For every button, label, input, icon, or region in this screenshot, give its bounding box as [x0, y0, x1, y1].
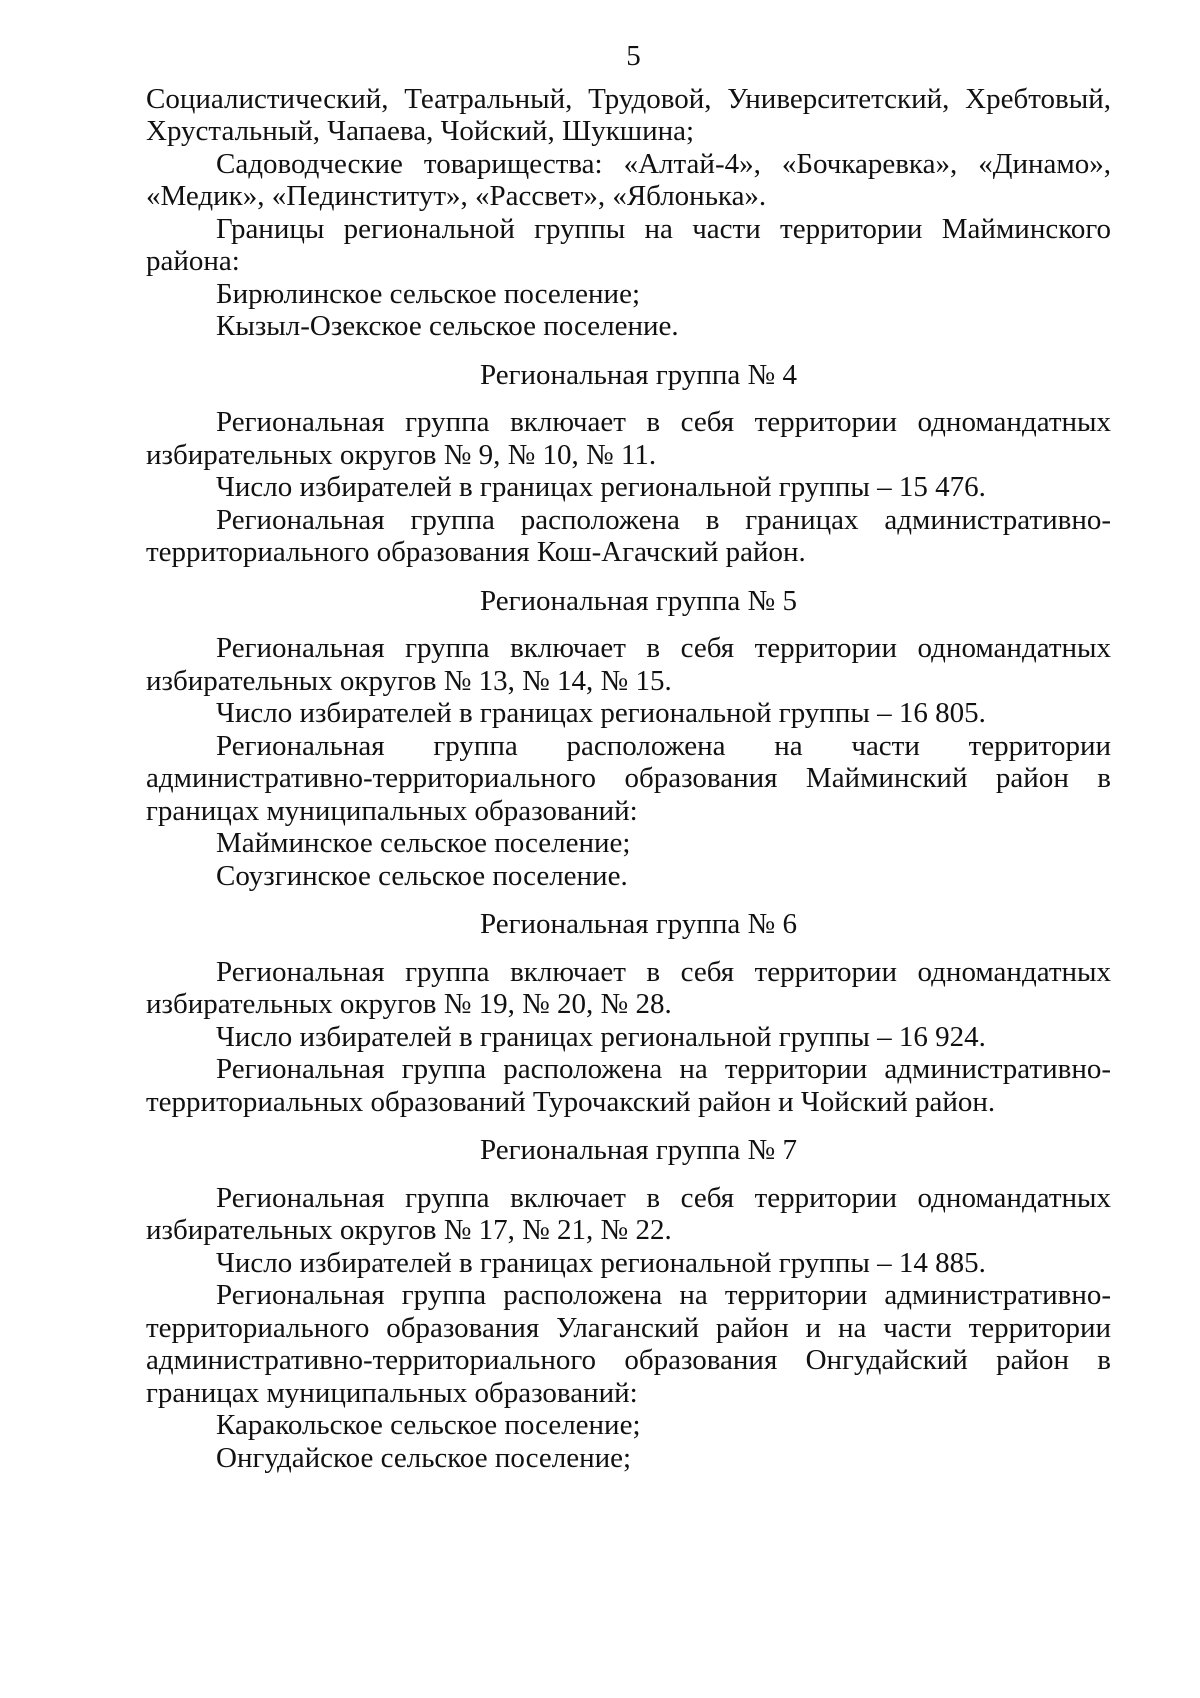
group-voters: Число избирателей в границах региональной группы – 15 476.	[216, 471, 986, 503]
group-voters: Число избирателей в границах региональной группы – 16 805.	[216, 697, 986, 729]
section-heading-group-7: Региональная группа № 7	[480, 1134, 797, 1166]
document-page	[146, 40, 1111, 1474]
streets-continuation: Социалистический, Театральный, Трудовой, Университетский, Хребтовый, Хрустальный, Чапаева, Чойский, Шукшина;	[146, 82, 1111, 147]
group-includes: Региональная группа включает в себя территории одномандатных избирательных округов № 19, № 20, № 28.	[146, 955, 1111, 1020]
section-heading-group-5: Региональная группа № 5	[480, 584, 797, 617]
section-heading-group-4: Региональная группа № 4	[480, 358, 797, 391]
group-includes: Региональная группа включает в себя территории одномандатных избирательных округов № 9, № 10, № 11.	[146, 406, 1111, 471]
settlement-item: Соузгинское сельское поселение.	[216, 859, 628, 892]
settlement-item: Бирюлинское сельское поселение;	[216, 277, 640, 310]
page-number: 5	[626, 40, 641, 72]
group-location: Региональная группа расположена в границах административно-территориального образования Кош-Агачский район.	[146, 503, 1111, 568]
group-location: Региональная группа расположена на территории административно-территориальных образований Турочакский район и Чойский район.	[146, 1053, 1111, 1118]
settlement-item: Онгудайское сельское поселение;	[216, 1441, 632, 1474]
settlement-item: Каракольское сельское поселение;	[216, 1409, 641, 1441]
group-voters: Число избирателей в границах региональной группы – 14 885.	[216, 1246, 986, 1279]
group-location: Региональная группа расположена на территории административно-территориального образования Улаганский район и на части территории административно-территориального образования Онгудайский район в границах муниципальных образований:	[146, 1279, 1111, 1409]
group-includes: Региональная группа включает в себя территории одномандатных избирательных округов № 13, № 14, № 15.	[146, 632, 1111, 697]
settlement-item: Кызыл-Озекское сельское поселение.	[216, 310, 679, 342]
group-voters: Число избирателей в границах региональной группы – 16 924.	[216, 1020, 986, 1053]
group-includes: Региональная группа включает в себя территории одномандатных избирательных округов № 17, № 21, № 22.	[146, 1181, 1111, 1246]
region-borders-intro: Границы региональной группы на части территории Майминского района:	[146, 212, 1111, 277]
group-location: Региональная группа расположена на части территории административно-территориального образования Майминский район в границах муниципальных образований:	[146, 729, 1111, 827]
settlement-item: Майминское сельское поселение;	[216, 827, 631, 859]
gardening-partnerships: Садоводческие товарищества: «Алтай-4», «Бочкаревка», «Динамо», «Медик», «Пединститут», «Рассвет», «Яблонька».	[146, 147, 1111, 212]
section-heading-group-6: Региональная группа № 6	[480, 908, 797, 940]
